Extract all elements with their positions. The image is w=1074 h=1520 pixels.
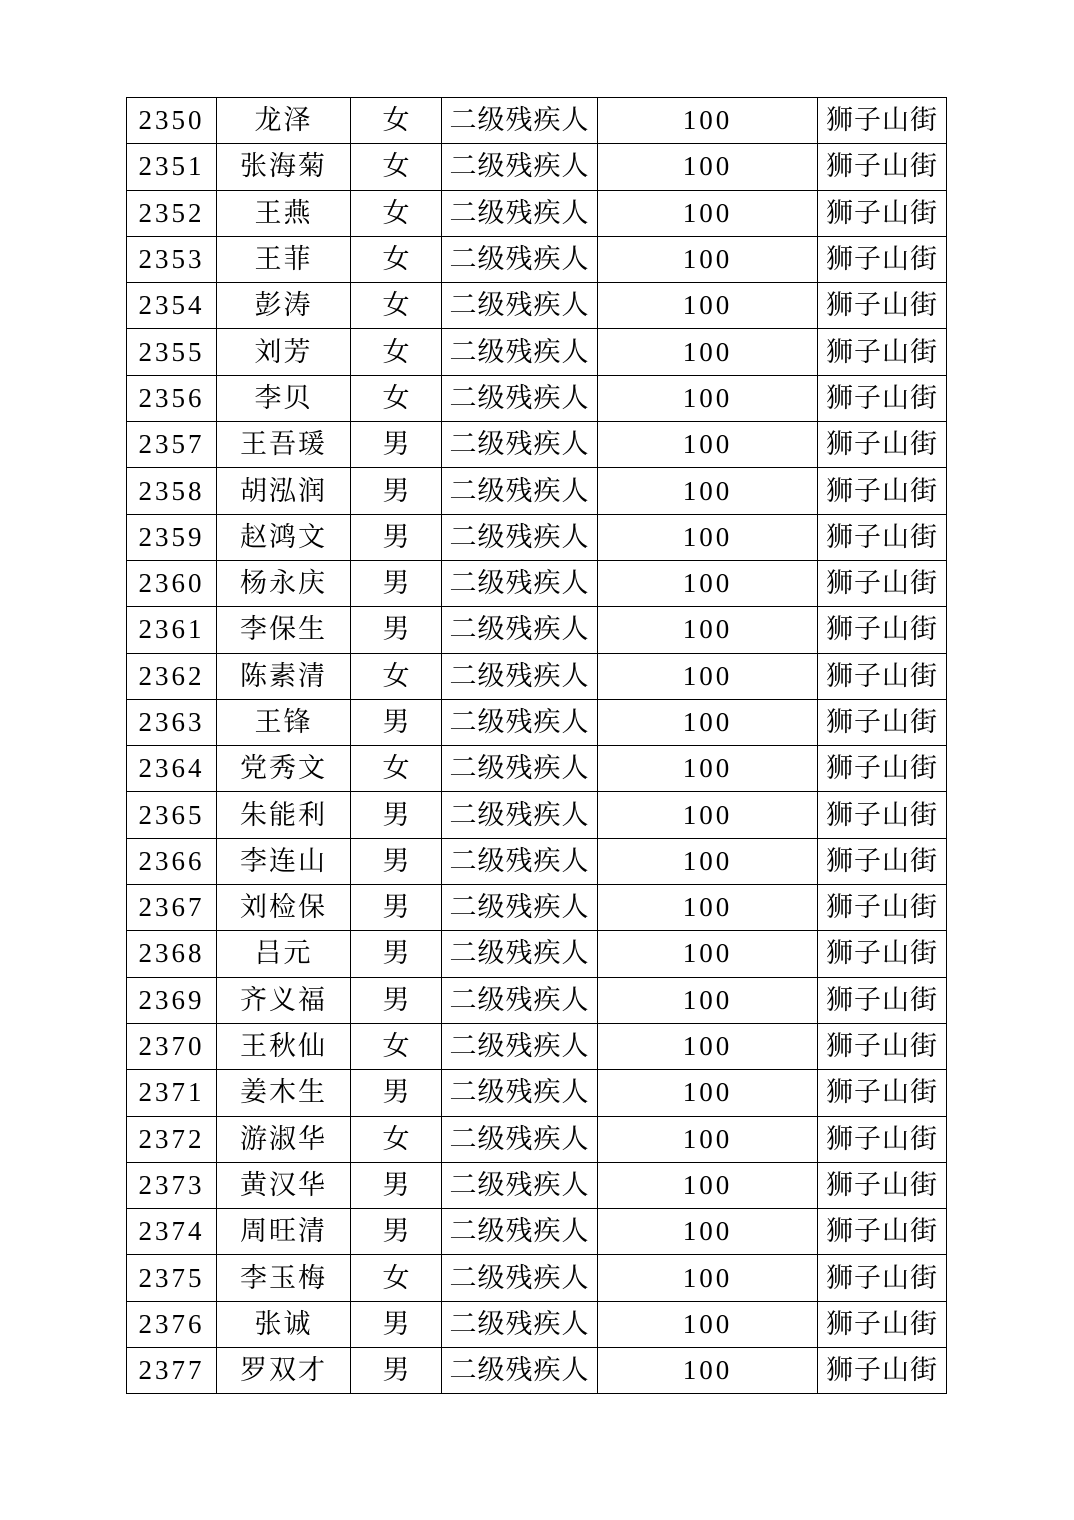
street-cell: 狮子山街 bbox=[818, 1301, 947, 1347]
street-cell: 狮子山街 bbox=[818, 283, 947, 329]
table-row bbox=[127, 607, 947, 653]
amount-cell: 100 bbox=[598, 1301, 818, 1347]
street-cell: 狮子山街 bbox=[818, 329, 947, 375]
table-row bbox=[127, 1116, 947, 1162]
amount-cell: 100 bbox=[598, 1255, 818, 1301]
street-cell: 狮子山街 bbox=[818, 1023, 947, 1069]
row-number-cell: 2376 bbox=[127, 1301, 217, 1347]
street-cell: 狮子山街 bbox=[818, 746, 947, 792]
category-cell: 二级残疾人 bbox=[442, 1023, 598, 1069]
row-number-cell: 2363 bbox=[127, 699, 217, 745]
recipient-table bbox=[126, 97, 947, 1394]
row-number-cell: 2364 bbox=[127, 746, 217, 792]
gender-cell: 男 bbox=[351, 885, 442, 931]
amount-cell: 100 bbox=[598, 653, 818, 699]
category-cell: 二级残疾人 bbox=[442, 931, 598, 977]
amount-cell: 100 bbox=[598, 885, 818, 931]
name-cell: 胡泓润 bbox=[217, 468, 351, 514]
row-number-cell: 2371 bbox=[127, 1070, 217, 1116]
row-number-cell: 2360 bbox=[127, 560, 217, 606]
table-row bbox=[127, 329, 947, 375]
row-number-cell: 2368 bbox=[127, 931, 217, 977]
name-cell: 朱能利 bbox=[217, 792, 351, 838]
table-row bbox=[127, 1209, 947, 1255]
category-cell: 二级残疾人 bbox=[442, 1348, 598, 1394]
street-cell: 狮子山街 bbox=[818, 375, 947, 421]
row-number-cell: 2374 bbox=[127, 1209, 217, 1255]
row-number-cell: 2351 bbox=[127, 144, 217, 190]
amount-cell: 100 bbox=[598, 283, 818, 329]
gender-cell: 女 bbox=[351, 1116, 442, 1162]
category-cell: 二级残疾人 bbox=[442, 283, 598, 329]
amount-cell: 100 bbox=[598, 98, 818, 144]
category-cell: 二级残疾人 bbox=[442, 746, 598, 792]
row-number-cell: 2365 bbox=[127, 792, 217, 838]
gender-cell: 男 bbox=[351, 931, 442, 977]
street-cell: 狮子山街 bbox=[818, 792, 947, 838]
amount-cell: 100 bbox=[598, 514, 818, 560]
table-row bbox=[127, 977, 947, 1023]
table-row bbox=[127, 746, 947, 792]
gender-cell: 女 bbox=[351, 98, 442, 144]
row-number-cell: 2372 bbox=[127, 1116, 217, 1162]
street-cell: 狮子山街 bbox=[818, 468, 947, 514]
table-row bbox=[127, 838, 947, 884]
category-cell: 二级残疾人 bbox=[442, 144, 598, 190]
amount-cell: 100 bbox=[598, 746, 818, 792]
gender-cell: 男 bbox=[351, 1301, 442, 1347]
name-cell: 游淑华 bbox=[217, 1116, 351, 1162]
name-cell: 刘芳 bbox=[217, 329, 351, 375]
row-number-cell: 2373 bbox=[127, 1162, 217, 1208]
street-cell: 狮子山街 bbox=[818, 1162, 947, 1208]
amount-cell: 100 bbox=[598, 1116, 818, 1162]
amount-cell: 100 bbox=[598, 931, 818, 977]
category-cell: 二级残疾人 bbox=[442, 1255, 598, 1301]
gender-cell: 男 bbox=[351, 1070, 442, 1116]
street-cell: 狮子山街 bbox=[818, 977, 947, 1023]
gender-cell: 男 bbox=[351, 560, 442, 606]
street-cell: 狮子山街 bbox=[818, 1116, 947, 1162]
street-cell: 狮子山街 bbox=[818, 838, 947, 884]
table-row bbox=[127, 1023, 947, 1069]
table-row bbox=[127, 792, 947, 838]
name-cell: 赵鸿文 bbox=[217, 514, 351, 560]
category-cell: 二级残疾人 bbox=[442, 1209, 598, 1255]
table-row bbox=[127, 560, 947, 606]
name-cell: 李贝 bbox=[217, 375, 351, 421]
table-body bbox=[127, 98, 947, 1394]
gender-cell: 女 bbox=[351, 236, 442, 282]
amount-cell: 100 bbox=[598, 422, 818, 468]
name-cell: 李保生 bbox=[217, 607, 351, 653]
street-cell: 狮子山街 bbox=[818, 560, 947, 606]
category-cell: 二级残疾人 bbox=[442, 1162, 598, 1208]
table-row bbox=[127, 468, 947, 514]
amount-cell: 100 bbox=[598, 699, 818, 745]
table-row bbox=[127, 1301, 947, 1347]
street-cell: 狮子山街 bbox=[818, 236, 947, 282]
gender-cell: 男 bbox=[351, 422, 442, 468]
amount-cell: 100 bbox=[598, 977, 818, 1023]
category-cell: 二级残疾人 bbox=[442, 422, 598, 468]
row-number-cell: 2353 bbox=[127, 236, 217, 282]
category-cell: 二级残疾人 bbox=[442, 1116, 598, 1162]
amount-cell: 100 bbox=[598, 236, 818, 282]
gender-cell: 女 bbox=[351, 329, 442, 375]
amount-cell: 100 bbox=[598, 792, 818, 838]
amount-cell: 100 bbox=[598, 468, 818, 514]
gender-cell: 男 bbox=[351, 699, 442, 745]
table-row bbox=[127, 283, 947, 329]
name-cell: 齐义福 bbox=[217, 977, 351, 1023]
amount-cell: 100 bbox=[598, 1070, 818, 1116]
street-cell: 狮子山街 bbox=[818, 422, 947, 468]
gender-cell: 女 bbox=[351, 746, 442, 792]
row-number-cell: 2375 bbox=[127, 1255, 217, 1301]
row-number-cell: 2358 bbox=[127, 468, 217, 514]
amount-cell: 100 bbox=[598, 1348, 818, 1394]
name-cell: 陈素清 bbox=[217, 653, 351, 699]
table-row bbox=[127, 375, 947, 421]
category-cell: 二级残疾人 bbox=[442, 514, 598, 560]
name-cell: 彭涛 bbox=[217, 283, 351, 329]
table-row bbox=[127, 699, 947, 745]
name-cell: 刘检保 bbox=[217, 885, 351, 931]
row-number-cell: 2352 bbox=[127, 190, 217, 236]
name-cell: 罗双才 bbox=[217, 1348, 351, 1394]
name-cell: 王锋 bbox=[217, 699, 351, 745]
name-cell: 周旺清 bbox=[217, 1209, 351, 1255]
gender-cell: 男 bbox=[351, 1348, 442, 1394]
street-cell: 狮子山街 bbox=[818, 1348, 947, 1394]
amount-cell: 100 bbox=[598, 144, 818, 190]
table-row bbox=[127, 236, 947, 282]
category-cell: 二级残疾人 bbox=[442, 607, 598, 653]
row-number-cell: 2366 bbox=[127, 838, 217, 884]
table-row bbox=[127, 1255, 947, 1301]
amount-cell: 100 bbox=[598, 1209, 818, 1255]
street-cell: 狮子山街 bbox=[818, 885, 947, 931]
gender-cell: 男 bbox=[351, 838, 442, 884]
table-row bbox=[127, 653, 947, 699]
table-row bbox=[127, 144, 947, 190]
street-cell: 狮子山街 bbox=[818, 931, 947, 977]
name-cell: 王燕 bbox=[217, 190, 351, 236]
gender-cell: 女 bbox=[351, 144, 442, 190]
gender-cell: 女 bbox=[351, 190, 442, 236]
gender-cell: 女 bbox=[351, 1023, 442, 1069]
amount-cell: 100 bbox=[598, 1023, 818, 1069]
name-cell: 杨永庆 bbox=[217, 560, 351, 606]
amount-cell: 100 bbox=[598, 1162, 818, 1208]
row-number-cell: 2354 bbox=[127, 283, 217, 329]
amount-cell: 100 bbox=[598, 190, 818, 236]
name-cell: 张诚 bbox=[217, 1301, 351, 1347]
street-cell: 狮子山街 bbox=[818, 1070, 947, 1116]
name-cell: 王秋仙 bbox=[217, 1023, 351, 1069]
name-cell: 党秀文 bbox=[217, 746, 351, 792]
category-cell: 二级残疾人 bbox=[442, 838, 598, 884]
category-cell: 二级残疾人 bbox=[442, 1070, 598, 1116]
gender-cell: 女 bbox=[351, 653, 442, 699]
category-cell: 二级残疾人 bbox=[442, 699, 598, 745]
gender-cell: 男 bbox=[351, 1162, 442, 1208]
name-cell: 黄汉华 bbox=[217, 1162, 351, 1208]
street-cell: 狮子山街 bbox=[818, 1209, 947, 1255]
row-number-cell: 2355 bbox=[127, 329, 217, 375]
category-cell: 二级残疾人 bbox=[442, 329, 598, 375]
category-cell: 二级残疾人 bbox=[442, 885, 598, 931]
table-row bbox=[127, 98, 947, 144]
table-row bbox=[127, 514, 947, 560]
name-cell: 李连山 bbox=[217, 838, 351, 884]
row-number-cell: 2359 bbox=[127, 514, 217, 560]
table-row bbox=[127, 885, 947, 931]
row-number-cell: 2367 bbox=[127, 885, 217, 931]
row-number-cell: 2369 bbox=[127, 977, 217, 1023]
category-cell: 二级残疾人 bbox=[442, 375, 598, 421]
gender-cell: 男 bbox=[351, 514, 442, 560]
row-number-cell: 2357 bbox=[127, 422, 217, 468]
row-number-cell: 2377 bbox=[127, 1348, 217, 1394]
amount-cell: 100 bbox=[598, 329, 818, 375]
gender-cell: 男 bbox=[351, 1209, 442, 1255]
street-cell: 狮子山街 bbox=[818, 98, 947, 144]
street-cell: 狮子山街 bbox=[818, 699, 947, 745]
category-cell: 二级残疾人 bbox=[442, 560, 598, 606]
category-cell: 二级残疾人 bbox=[442, 977, 598, 1023]
street-cell: 狮子山街 bbox=[818, 144, 947, 190]
name-cell: 吕元 bbox=[217, 931, 351, 977]
amount-cell: 100 bbox=[598, 375, 818, 421]
category-cell: 二级残疾人 bbox=[442, 190, 598, 236]
amount-cell: 100 bbox=[598, 838, 818, 884]
name-cell: 张海菊 bbox=[217, 144, 351, 190]
gender-cell: 男 bbox=[351, 977, 442, 1023]
street-cell: 狮子山街 bbox=[818, 514, 947, 560]
gender-cell: 女 bbox=[351, 283, 442, 329]
table-row bbox=[127, 422, 947, 468]
table-row bbox=[127, 190, 947, 236]
name-cell: 姜木生 bbox=[217, 1070, 351, 1116]
category-cell: 二级残疾人 bbox=[442, 468, 598, 514]
category-cell: 二级残疾人 bbox=[442, 236, 598, 282]
gender-cell: 女 bbox=[351, 375, 442, 421]
row-number-cell: 2361 bbox=[127, 607, 217, 653]
row-number-cell: 2370 bbox=[127, 1023, 217, 1069]
gender-cell: 男 bbox=[351, 792, 442, 838]
gender-cell: 男 bbox=[351, 607, 442, 653]
category-cell: 二级残疾人 bbox=[442, 792, 598, 838]
street-cell: 狮子山街 bbox=[818, 653, 947, 699]
row-number-cell: 2356 bbox=[127, 375, 217, 421]
amount-cell: 100 bbox=[598, 607, 818, 653]
table-row bbox=[127, 1162, 947, 1208]
name-cell: 王吾瑗 bbox=[217, 422, 351, 468]
row-number-cell: 2350 bbox=[127, 98, 217, 144]
category-cell: 二级残疾人 bbox=[442, 1301, 598, 1347]
amount-cell: 100 bbox=[598, 560, 818, 606]
table-row bbox=[127, 931, 947, 977]
name-cell: 龙泽 bbox=[217, 98, 351, 144]
category-cell: 二级残疾人 bbox=[442, 98, 598, 144]
gender-cell: 女 bbox=[351, 1255, 442, 1301]
table-row bbox=[127, 1070, 947, 1116]
name-cell: 李玉梅 bbox=[217, 1255, 351, 1301]
category-cell: 二级残疾人 bbox=[442, 653, 598, 699]
street-cell: 狮子山街 bbox=[818, 1255, 947, 1301]
row-number-cell: 2362 bbox=[127, 653, 217, 699]
street-cell: 狮子山街 bbox=[818, 607, 947, 653]
street-cell: 狮子山街 bbox=[818, 190, 947, 236]
name-cell: 王菲 bbox=[217, 236, 351, 282]
gender-cell: 男 bbox=[351, 468, 442, 514]
table-row bbox=[127, 1348, 947, 1394]
